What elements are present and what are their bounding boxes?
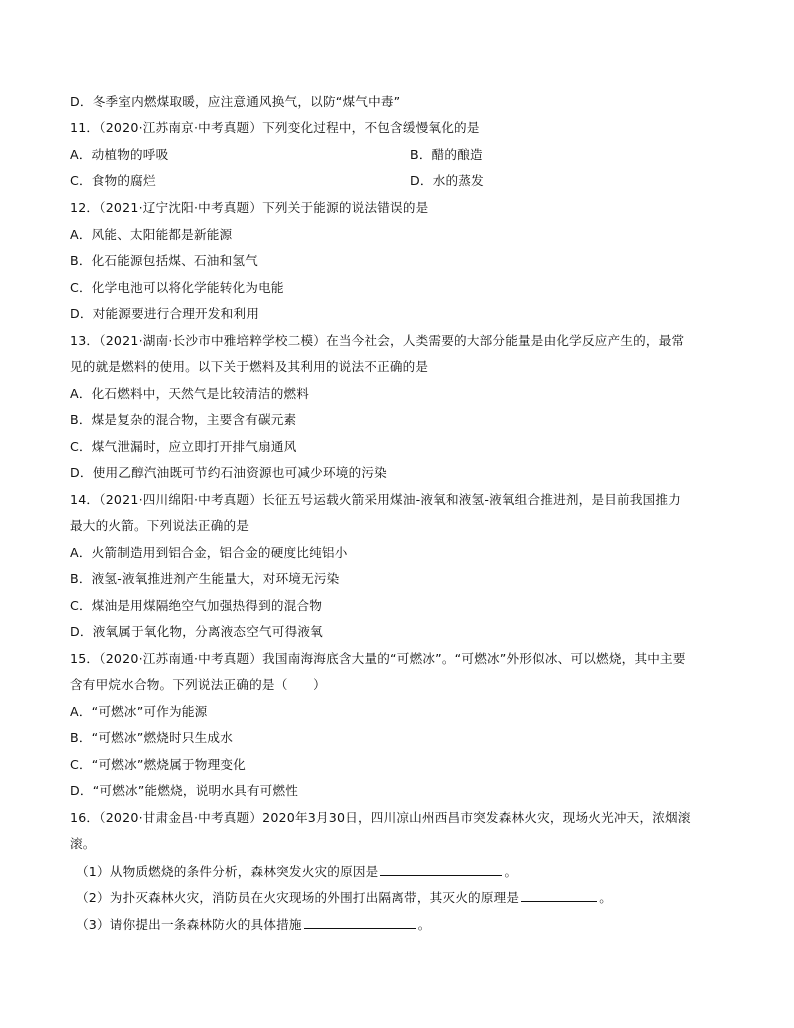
q12-option-d: D．对能源要进行合理开发和利用 xyxy=(70,306,260,321)
q16-part-3-text: （3）请你提出一条森林防火的具体措施 xyxy=(76,917,302,932)
q16-part-3-end: 。 xyxy=(417,917,431,932)
q12-option-a: A．风能、太阳能都是新能源 xyxy=(70,227,233,242)
q14-stem-line-1: 14．（2021·四川绵阳·中考真题）长征五号运载火箭采用煤油-液氧和液氢-液氧组合推进剂，是目前我国推力 xyxy=(70,492,682,507)
q15-stem-line-1: 15．（2020·江苏南通·中考真题）我国南海海底含大量的“可燃冰”。“可燃冰”外形似冰、可以燃烧，其中主要 xyxy=(70,651,686,666)
q10-option-d: D．冬季室内燃煤取暖，应注意通风换气，以防“煤气中毒” xyxy=(70,94,401,109)
q14-option-d: D．液氧属于氧化物，分离液态空气可得液氧 xyxy=(70,624,323,639)
q13-option-a: A．化石燃料中，天然气是比较清洁的燃料 xyxy=(70,386,310,401)
q15-option-b: B．“可燃冰”燃烧时只生成水 xyxy=(70,730,234,745)
q15-option-c: C．“可燃冰”燃烧属于物理变化 xyxy=(70,757,246,772)
q12-stem: 12．（2021·辽宁沈阳·中考真题）下列关于能源的说法错误的是 xyxy=(70,200,429,215)
q16-part-1-answer-blank[interactable] xyxy=(380,863,502,876)
q16-stem-line-2: 滚。 xyxy=(70,836,96,851)
q13-stem-line-2: 见的就是燃料的使用。以下关于燃料及其利用的说法不正确的是 xyxy=(70,359,429,374)
q11-option-row-1 xyxy=(70,147,483,163)
q16-part-2-text: （2）为扑灭森林火灾，消防员在火灾现场的外围打出隔离带，其灭火的原理是 xyxy=(76,890,520,905)
q11-option-a: A．动植物的呼吸 xyxy=(70,147,169,162)
q12-option-b: B．化石能源包括煤、石油和氢气 xyxy=(70,253,258,268)
q16-part-2 xyxy=(76,889,612,906)
q13-option-c: C．煤气泄漏时，应立即打开排气扇通风 xyxy=(70,439,297,454)
q16-part-1-end: 。 xyxy=(504,864,518,879)
q13-option-d: D．使用乙醇汽油既可节约石油资源也可减少环境的污染 xyxy=(70,465,387,480)
q11-option-row-2 xyxy=(70,173,484,189)
q16-part-2-answer-blank[interactable] xyxy=(521,889,597,902)
q16-part-3 xyxy=(76,916,431,933)
q13-option-b: B．煤是复杂的混合物，主要含有碳元素 xyxy=(70,412,297,427)
q16-stem-line-1: 16．（2020·甘肃金昌·中考真题）2020年3月30日，四川凉山州西昌市突发森林火灾，现场火光冲天，浓烟滚 xyxy=(70,810,691,825)
q15-stem-line-2: 含有甲烷水合物。下列说法正确的是（ ） xyxy=(70,677,326,692)
q11-stem: 11．（2020·江苏南京·中考真题）下列变化过程中，不包含缓慢氧化的是 xyxy=(70,120,480,135)
q14-option-a: A．火箭制造用到铝合金，铝合金的硬度比纯铝小 xyxy=(70,545,348,560)
q16-part-1-text: （1）从物质燃烧的条件分析，森林突发火灾的原因是 xyxy=(76,864,379,879)
q12-option-c: C．化学电池可以将化学能转化为电能 xyxy=(70,280,284,295)
q15-option-a: A．“可燃冰”可作为能源 xyxy=(70,704,208,719)
q11-option-b: B．醋的酿造 xyxy=(410,147,483,162)
q14-stem-line-2: 最大的火箭。下列说法正确的是 xyxy=(70,518,250,533)
q14-option-b: B．液氢-液氧推进剂产生能量大，对环境无污染 xyxy=(70,571,340,586)
q11-option-d: D．水的蒸发 xyxy=(410,173,484,188)
q16-part-1 xyxy=(76,863,517,880)
q13-stem-line-1: 13．（2021·湖南·长沙市中雅培粹学校二模）在当今社会，人类需要的大部分能量是由化学反应产生的，最常 xyxy=(70,333,685,348)
q14-option-c: C．煤油是用煤隔绝空气加强热得到的混合物 xyxy=(70,598,323,613)
q11-option-c: C．食物的腐烂 xyxy=(70,173,156,188)
q15-option-d: D．“可燃冰”能燃烧，说明水具有可燃性 xyxy=(70,783,299,798)
q16-part-3-answer-blank[interactable] xyxy=(304,916,416,929)
q16-part-2-end: 。 xyxy=(599,890,612,905)
